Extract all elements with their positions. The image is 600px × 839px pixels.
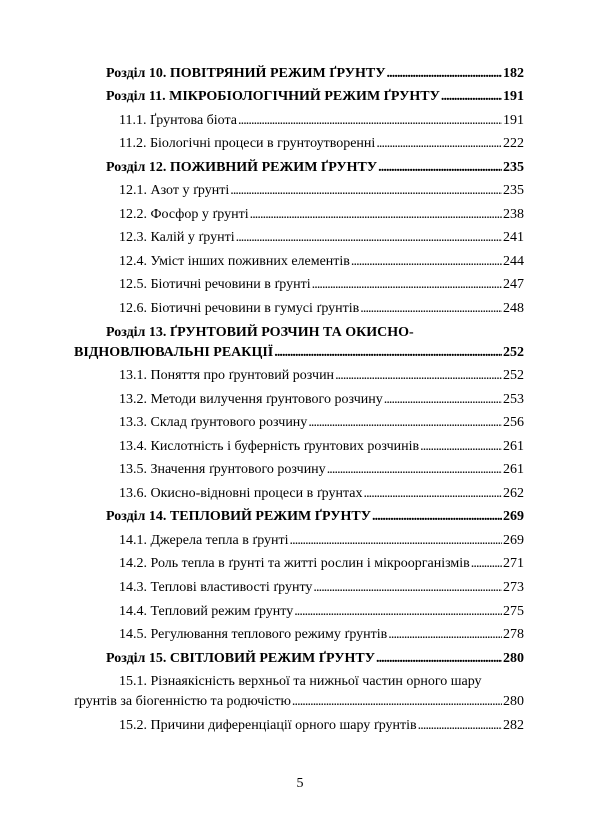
toc-entry-title: ґрунтів за біогенністю та родючістю <box>74 694 291 710</box>
dot-leader <box>312 277 502 293</box>
toc-entry-title: 13.1. Поняття про ґрунтовий розчин <box>119 368 335 384</box>
toc-entry-page: 252 <box>503 344 524 360</box>
toc-subsection-entry <box>74 549 524 573</box>
dot-leader <box>378 160 502 176</box>
table-of-contents <box>74 58 524 734</box>
dot-leader <box>335 368 502 384</box>
toc-subsection-entry <box>74 199 524 223</box>
dot-leader <box>420 439 502 455</box>
toc-subsection-entry <box>74 129 524 153</box>
toc-subsection-entry-continued <box>74 690 524 710</box>
dot-leader <box>360 301 502 317</box>
toc-entry-title: Розділ 12. ПОЖИВНИЙ РЕЖИМ ҐРУНТУ <box>106 159 378 175</box>
toc-subsection-entry <box>74 572 524 596</box>
toc-entry-title: 13.5. Значення ґрунтового розчину <box>119 462 326 478</box>
toc-entry-title: 13.2. Методи вилучення ґрунтового розчину <box>119 391 383 407</box>
toc-entry-title: 12.6. Біотичні речовини в гумусі ґрунтів <box>119 301 360 317</box>
dot-leader <box>441 89 502 105</box>
dot-leader <box>292 694 502 710</box>
toc-subsection-entry <box>74 710 524 734</box>
toc-entry-title: Розділ 14. ТЕПЛОВИЙ РЕЖИМ ҐРУНТУ <box>106 509 372 525</box>
dot-leader <box>290 533 502 549</box>
toc-entry-page: 182 <box>503 65 524 81</box>
dot-leader <box>313 580 502 596</box>
toc-subsection-entry <box>74 246 524 270</box>
toc-entry-page: 261 <box>503 438 524 454</box>
dot-leader <box>308 415 502 431</box>
toc-entry-title: 13.4. Кислотність і буферність ґрунтових розчинів <box>119 438 420 454</box>
dot-leader <box>230 183 502 199</box>
toc-entry-page: 273 <box>503 580 524 596</box>
toc-entry-page: 282 <box>503 717 524 733</box>
toc-entry-page: 275 <box>503 603 524 619</box>
toc-section-entry <box>74 152 524 176</box>
toc-entry-title: 13.6. Окисно-відновні процеси в ґрунтах <box>119 485 363 501</box>
toc-entry-page: 235 <box>503 183 524 199</box>
toc-entry-page: 280 <box>503 650 524 666</box>
toc-subsection-entry <box>74 431 524 455</box>
toc-subsection-entry <box>74 596 524 620</box>
page-number: 5 <box>296 776 304 791</box>
toc-entry-page: 253 <box>503 391 524 407</box>
dot-leader <box>294 604 502 620</box>
dot-leader <box>274 345 502 361</box>
toc-entry-page: 256 <box>503 415 524 431</box>
toc-section-entry <box>74 82 524 106</box>
toc-entry-title: 12.2. Фосфор у ґрунті <box>119 206 249 222</box>
toc-entry-page: 191 <box>503 112 524 128</box>
dot-leader <box>238 113 502 129</box>
toc-entry-page: 269 <box>503 509 524 525</box>
toc-subsection-entry <box>74 293 524 317</box>
toc-entry-title: 15.2. Причини диференціації орного шару ґрунтів <box>119 717 417 733</box>
toc-entry-title: 13.3. Склад ґрунтового розчину <box>119 415 308 431</box>
toc-subsection-entry <box>74 620 524 644</box>
toc-entry-title: 11.1. Ґрунтова біота <box>119 112 237 128</box>
toc-entry-title: 12.4. Уміст інших поживних елементів <box>119 253 350 269</box>
dot-leader <box>372 509 502 525</box>
toc-section-entry <box>74 643 524 667</box>
toc-subsection-entry <box>74 525 524 549</box>
toc-entry-title: 14.4. Тепловий режим ґрунту <box>119 603 294 619</box>
toc-entry-title: 14.1. Джерела тепла в ґрунті <box>119 532 289 548</box>
toc-subsection-entry: 15.1. Різнаякісність верхньої та нижньої частин орного шару <box>119 674 482 690</box>
toc-entry-title: Розділ 10. ПОВІТРЯНИЙ РЕЖИМ ҐРУНТУ <box>106 65 386 81</box>
toc-entry-title: 12.1. Азот у ґрунті <box>119 183 230 199</box>
toc-subsection-entry <box>74 384 524 408</box>
dot-leader <box>471 556 502 572</box>
toc-entry-page: 280 <box>503 694 524 710</box>
toc-entry-title: 12.5. Біотичні речовини в ґрунті <box>119 277 311 293</box>
toc-entry-page: 278 <box>503 627 524 643</box>
toc-subsection-entry <box>74 408 524 432</box>
toc-section-entry: Розділ 13. ҐРУНТОВИЙ РОЗЧИН ТА ОКИСНО- <box>106 324 414 340</box>
toc-entry-title: 14.3. Теплові властивості ґрунту <box>119 580 313 596</box>
dot-leader <box>376 651 502 667</box>
toc-entry-page: 222 <box>503 136 524 152</box>
toc-subsection-entry <box>74 105 524 129</box>
dot-leader <box>250 207 502 223</box>
toc-subsection-entry <box>74 478 524 502</box>
toc-entry-title: 12.3. Калій у ґрунті <box>119 230 235 246</box>
toc-entry-page: 262 <box>503 485 524 501</box>
toc-subsection-entry <box>74 455 524 479</box>
toc-subsection-entry <box>74 361 524 385</box>
toc-entry-page: 252 <box>503 368 524 384</box>
toc-entry-title: ВІДНОВЛЮВАЛЬНІ РЕАКЦІЇ <box>74 344 274 360</box>
toc-entry-page: 241 <box>503 230 524 246</box>
dot-leader <box>236 230 502 246</box>
dot-leader <box>418 718 502 734</box>
toc-entry-title: Розділ 15. СВІТЛОВИЙ РЕЖИМ ҐРУНТУ <box>106 650 375 666</box>
toc-entry-page: 191 <box>503 89 524 105</box>
toc-entry-page: 235 <box>503 159 524 175</box>
toc-entry-title: Розділ 11. МІКРОБІОЛОГІЧНИЙ РЕЖИМ ҐРУНТУ <box>106 89 440 105</box>
toc-entry-title: 14.5. Регулювання теплового режиму ґрунтів <box>119 627 388 643</box>
toc-section-entry-continued <box>74 341 524 361</box>
toc-subsection-entry <box>74 223 524 247</box>
toc-entry-page: 261 <box>503 462 524 478</box>
dot-leader <box>387 66 502 82</box>
toc-entry-page: 238 <box>503 206 524 222</box>
toc-section-entry <box>74 502 524 526</box>
dot-leader <box>351 254 502 270</box>
toc-entry-page: 248 <box>503 301 524 317</box>
dot-leader <box>388 627 502 643</box>
toc-entry-page: 269 <box>503 532 524 548</box>
toc-section-entry <box>74 58 524 82</box>
toc-entry-page: 271 <box>503 556 524 572</box>
toc-entry-title: 11.2. Біологічні процеси в грунтоутворенні <box>119 136 376 152</box>
toc-entry-page: 247 <box>503 277 524 293</box>
dot-leader <box>384 392 502 408</box>
dot-leader <box>376 136 502 152</box>
toc-entry-page: 244 <box>503 253 524 269</box>
toc-subsection-entry <box>74 270 524 294</box>
dot-leader <box>327 462 502 478</box>
toc-subsection-entry <box>74 176 524 200</box>
dot-leader <box>363 486 502 502</box>
toc-entry-title: 14.2. Роль тепла в ґрунті та житті рослин і мікроорганізмів <box>119 556 470 572</box>
